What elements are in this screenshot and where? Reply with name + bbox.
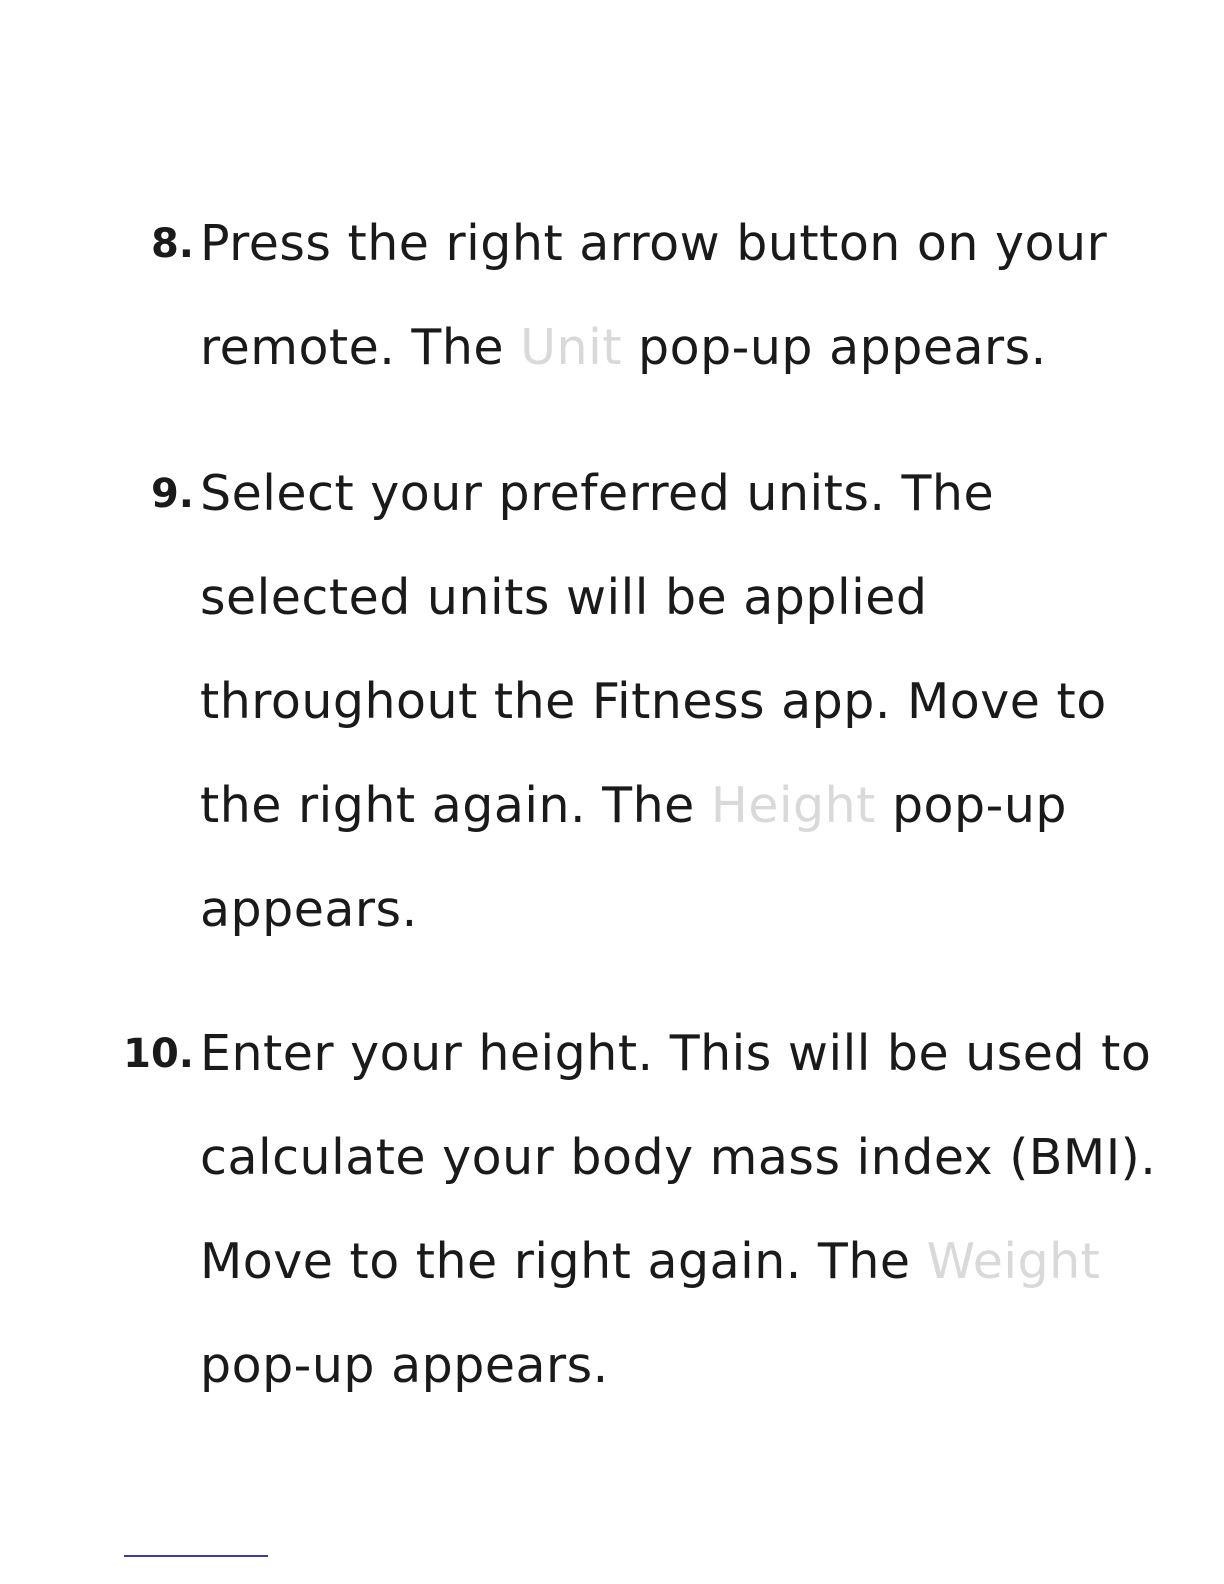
ui-term-height: Height <box>710 777 876 834</box>
footer-rule <box>124 1555 268 1557</box>
step-text-after: pop-up appears. <box>621 319 1047 376</box>
step-number: 10. <box>123 1031 194 1077</box>
step-text <box>200 192 1190 400</box>
step-text-before: Enter your height. This will be used to calculate your body mass index (BMI). Move to the right again. The <box>200 1025 1157 1290</box>
step-number: 9. <box>150 471 194 517</box>
step-number: 8. <box>150 221 194 267</box>
step-text-after: pop-up appears. <box>200 1337 609 1394</box>
ui-term-weight: Weight <box>926 1233 1101 1290</box>
step-text-after: pop-up appears. <box>200 777 1067 938</box>
step-text-before: Select your preferred units. The selected units will be applied throughout the Fitness app. Move to the right again. The <box>200 465 1107 834</box>
step-text <box>200 1002 1190 1418</box>
ui-term-unit: Unit <box>520 319 622 376</box>
step-text <box>200 442 1190 962</box>
step-text-before: Press the right arrow button on your remote. The <box>200 215 1108 376</box>
